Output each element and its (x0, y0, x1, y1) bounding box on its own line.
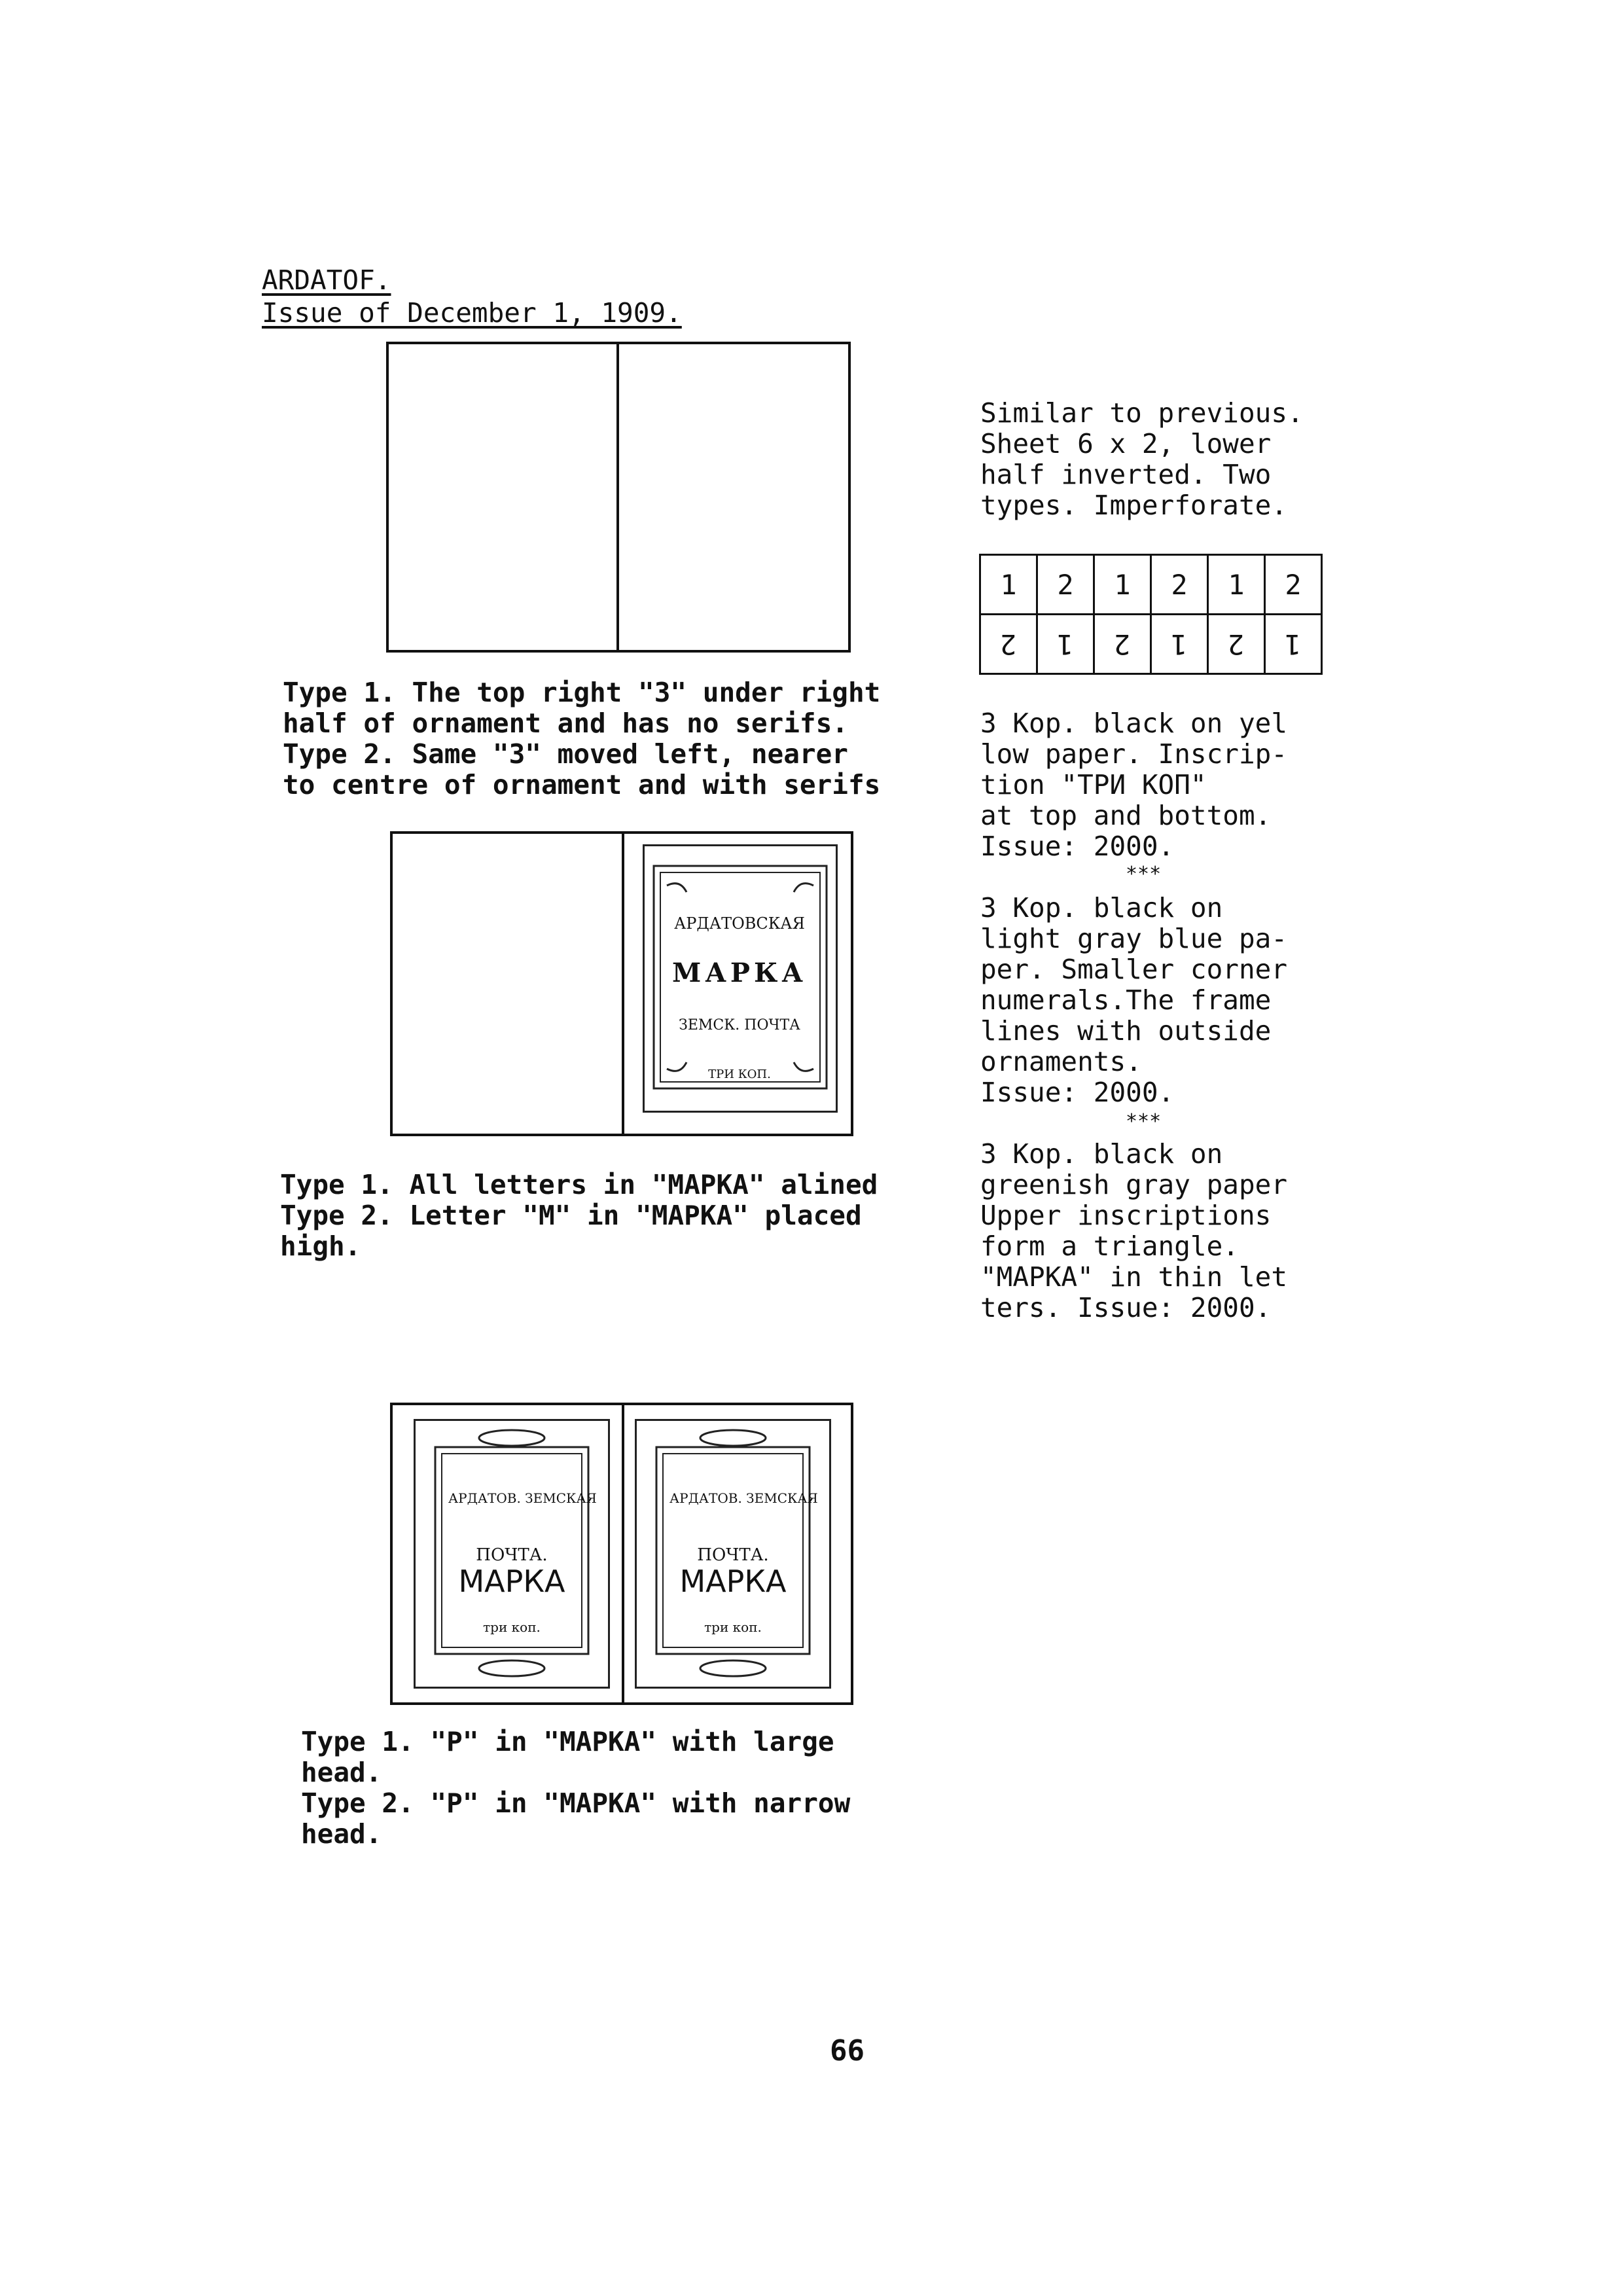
description-line: types. Imperforate. (980, 490, 1287, 521)
type-note-line: Type 1. "P" in "MAPKA" with large (301, 1726, 834, 1757)
description-line: Sheet 6 x 2, lower (980, 428, 1272, 459)
grid-row-bottom-inverted (980, 615, 1322, 674)
grid-cell (1094, 615, 1151, 674)
stamp-arc-text: АРДАТОВСКАЯ (674, 914, 805, 933)
variety-line: "MAPKA" in thin let (980, 1261, 1287, 1293)
stamp-image-ardatov-b-type-2 (635, 1419, 831, 1689)
type-note-line: Type 1. All letters in "MAPKA" alined (280, 1169, 878, 1200)
variety-line: 3 Kop. black on yel (980, 708, 1287, 739)
type-note-line: Type 2. Letter "M" in "MAPKA" placed (280, 1200, 862, 1231)
variety-line: light gray blue pa- (980, 923, 1287, 954)
variety-line: tion "ТРИ КОП" (980, 769, 1207, 800)
type-note-line: Type 2. Same "3" moved left, nearer (283, 738, 848, 770)
grid-cell: 1 (1208, 555, 1265, 615)
inverted-numeral: 1 (1285, 628, 1302, 660)
variety-line: ornaments. (980, 1046, 1142, 1077)
stamp-line2-text: ПОЧТА. (697, 1545, 769, 1565)
variety-line: lines with outside (980, 1015, 1272, 1047)
grid-cell: 1 (1094, 555, 1151, 615)
frame-divider (622, 831, 624, 1136)
separator: *** (1126, 863, 1162, 886)
grid-cell (1265, 615, 1322, 674)
stamp-value-text: ТРИ КОП. (708, 1067, 771, 1081)
inverted-numeral: 2 (1114, 628, 1131, 660)
grid-cell: 2 (1265, 555, 1322, 615)
stamp-value-text: три коп. (704, 1619, 762, 1635)
inverted-numeral: 1 (1171, 628, 1188, 660)
variety-line: ters. Issue: 2000. (980, 1292, 1272, 1323)
grid-cell (980, 615, 1037, 674)
page-number: 66 (830, 2034, 865, 2068)
stamp-bottom-arc-text: ЗЕМСК. ПОЧТА (679, 1017, 800, 1033)
type-note-line: Type 1. The top right "3" under right (283, 677, 881, 708)
type-note-line: head. (301, 1757, 382, 1788)
variety-line: numerals.The frame (980, 984, 1272, 1016)
stamp-arc-text: АРДАТОВ. ЗЕМСКАЯ (669, 1490, 818, 1506)
inverted-numeral: 2 (1228, 628, 1245, 660)
grid-cell: 2 (1037, 555, 1094, 615)
inverted-numeral: 2 (1000, 628, 1017, 660)
variety-line: per. Smaller corner (980, 954, 1287, 985)
grid-cell (1208, 615, 1265, 674)
grid-cell (1037, 615, 1094, 674)
page-title: ARDATOF. (262, 264, 391, 296)
type-note-line: to centre of ornament and with serifs (283, 769, 881, 800)
inverted-numeral: 1 (1057, 628, 1074, 660)
variety-line: low paper. Inscrip- (980, 738, 1287, 770)
grid-cell: 1 (980, 555, 1037, 615)
variety-line: 3 Kop. black on (980, 892, 1223, 924)
type-note-line: head. (301, 1818, 382, 1850)
grid-row-top (980, 555, 1322, 615)
stamp-value-text: три коп. (483, 1619, 541, 1635)
frame-divider (622, 1403, 624, 1705)
stamp-image-ardatov-b-type-1 (414, 1419, 610, 1689)
variety-line: at top and bottom. (980, 800, 1272, 831)
variety-line: Upper inscriptions (980, 1200, 1272, 1231)
stamp-line2-text: ПОЧТА. (476, 1545, 548, 1565)
variety-line: 3 Kop. black on (980, 1138, 1223, 1170)
type-note-line: Type 2. "P" in "MAPKA" with narrow (301, 1787, 851, 1819)
issue-date: Issue of December 1, 1909. (262, 297, 682, 329)
stamp-main-text: МАРКА (679, 1564, 787, 1599)
grid-cell: 2 (1151, 555, 1208, 615)
type-note-line: half of ornament and has no serifs. (283, 708, 848, 739)
grid-cell (1151, 615, 1208, 674)
stamp-main-text: МАРКА (672, 958, 807, 988)
separator: *** (1126, 1110, 1162, 1133)
stamp-image-ardatov-a (643, 844, 838, 1113)
variety-line: Issue: 2000. (980, 1077, 1175, 1108)
frame-divider (616, 342, 619, 653)
description-line: Similar to previous. (980, 397, 1304, 429)
variety-line: Issue: 2000. (980, 831, 1175, 862)
variety-line: greenish gray paper (980, 1169, 1287, 1200)
variety-line: form a triangle. (980, 1230, 1239, 1262)
stamp-arc-text: АРДАТОВ. ЗЕМСКАЯ (448, 1490, 597, 1506)
type-note-line: high. (280, 1230, 361, 1262)
description-line: half inverted. Two (980, 459, 1272, 490)
sheet-layout-grid (979, 554, 1323, 675)
stamp-main-text: МАРКА (458, 1564, 565, 1599)
